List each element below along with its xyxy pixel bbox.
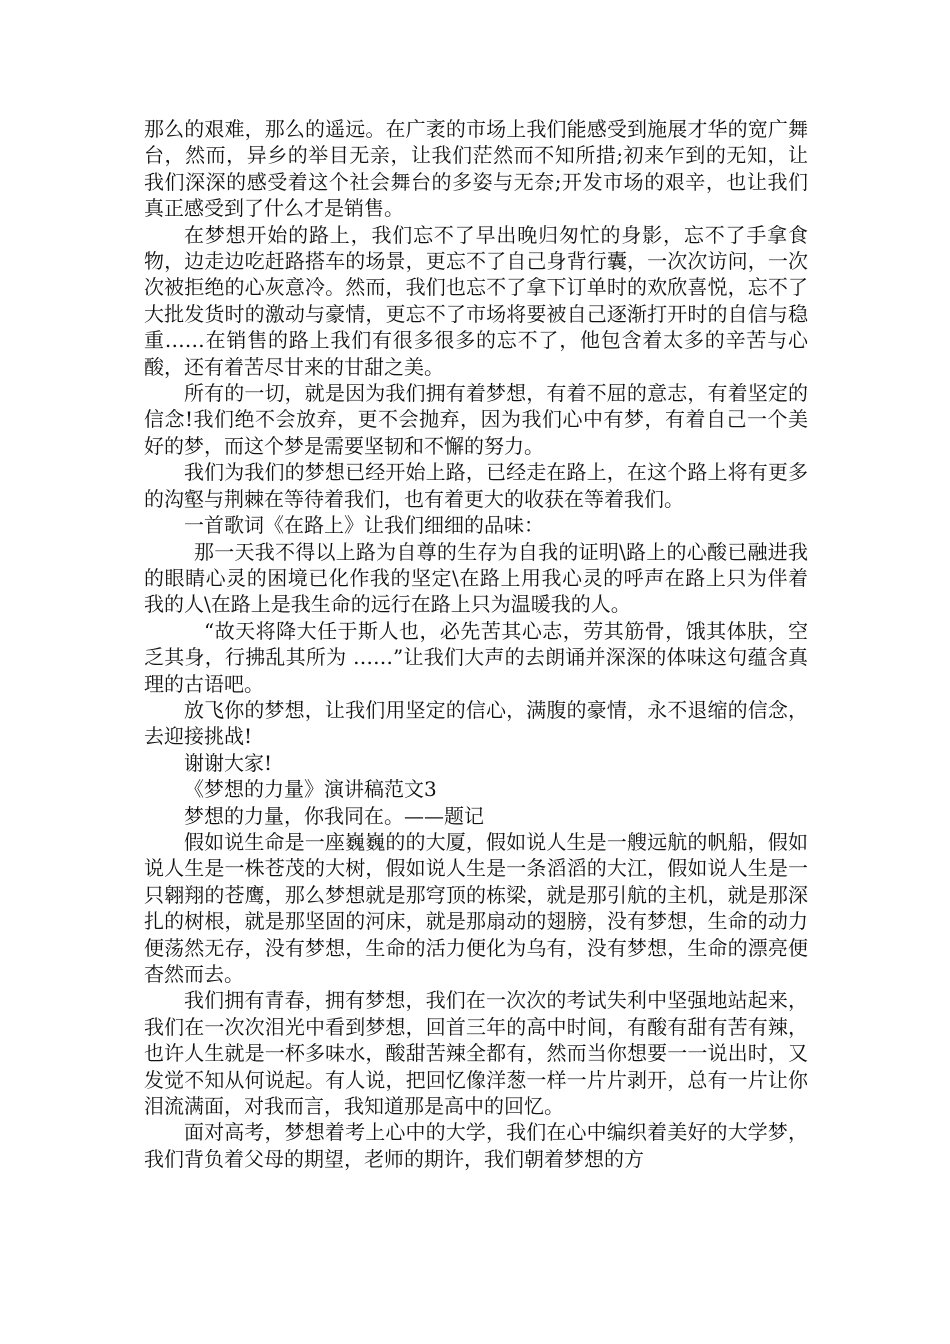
paragraph-song-lyrics: 那一天我不得以上路为自尊的生存为自我的证明\路上的心酸已融进我的眼睛心灵的困境已化作我的坚定\在路上用我心灵的呼声在路上只为伴着我的人\在路上是我生命的远行在路上只为温暖我的人。: [144, 539, 808, 617]
paragraph-youth: 我们拥有青春，拥有梦想，我们在一次次的考试失利中坚强地站起来，我们在一次次泪光中看到梦想，回首三年的高中时间，有酸有甜有苦有辣，也许人生就是一杯多味水，酸甜苦辣全都有，然而当你想要一一说出时，又发觉不知从何说起。有人说，把回忆像洋葱一样一片片剥开，总有一片让你泪流满面，对我而言，我知道那是高中的回忆。: [144, 988, 808, 1119]
paragraph-life-metaphor: 假如说生命是一座巍巍的的大厦，假如说人生是一艘远航的帆船，假如说人生是一株苍茂的大树，假如说人生是一条滔滔的大江，假如说人生是一只翱翔的苍鹰，那么梦想就是那穹顶的栋梁，就是那引航的主机，就是那深扎的树根，就是那坚固的河床，就是那扇动的翅膀，没有梦想，生命的动力便荡然无存，没有梦想，生命的活力便化为乌有，没有梦想，生命的漂亮便杳然而去。: [144, 829, 808, 986]
section-heading: 《梦想的力量》演讲稿范文3: [184, 777, 437, 802]
paragraph-classical-quote: “故天将降大任于斯人也，必先苦其心志，劳其筋骨，饿其体肤，空乏其身，行拂乱其所为 ……”让我们大声的去朗诵并深深的体味这句蕴含真理的古语吧。: [144, 618, 808, 696]
paragraph-because-dream: 所有的一切，就是因为我们拥有着梦想，有着不屈的意志，有着坚定的信念!我们绝不会放弃，更不会抛弃，因为我们心中有梦，有着自己一个美好的梦，而这个梦是需要坚韧和不懈的努力。: [144, 381, 808, 458]
paragraph-dream-road: 在梦想开始的路上，我们忘不了早出晚归匆忙的身影，忘不了手拿食物，边走边吃赶路搭车的场景，更忘不了自己身背行囊，一次次访问，一次次被拒绝的心灰意冷。然而，我们也忘不了拿下订单时的欢欣喜悦，忘不了大批发货时的激动与豪情，更忘不了市场将要被自己逐渐打开时的自信与稳重……在销售的路上我们有很多很多的忘不了，他包含着太多的辛苦与心酸，还有着苦尽甘来的甘甜之美。: [144, 222, 808, 379]
paragraph-gaokao: 面对高考，梦想着考上心中的大学，我们在心中编织着美好的大学梦，我们背负着父母的期望，老师的期许，我们朝着梦想的方: [144, 1120, 808, 1171]
paragraph-epigraph: 梦想的力量，你我同在。——题记: [184, 803, 484, 828]
document-body: [144, 116, 808, 1172]
paragraph-on-the-road: 我们为我们的梦想已经开始上路，已经走在路上，在这个路上将有更多的沟壑与荆棘在等待着我们，也有着更大的收获在等着我们。: [144, 460, 808, 511]
paragraph-song-intro: 一首歌词《在路上》让我们细细的品味：: [184, 513, 544, 538]
paragraph-fly-dream: 放飞你的梦想，让我们用坚定的信心，满腹的豪情，永不退缩的信念，去迎接挑战!: [144, 697, 808, 749]
paragraph-market-hardship: 那么的艰难，那么的遥远。在广袤的市场上我们能感受到施展才华的宽广舞台，然而，异乡的举目无亲，让我们茫然而不知所措;初来乍到的无知，让我们深深的感受着这个社会舞台的多姿与无奈;开发市场的艰辛，也让我们真正感受到了什么才是销售。: [144, 117, 808, 221]
paragraph-thanks: 谢谢大家!: [184, 750, 273, 775]
